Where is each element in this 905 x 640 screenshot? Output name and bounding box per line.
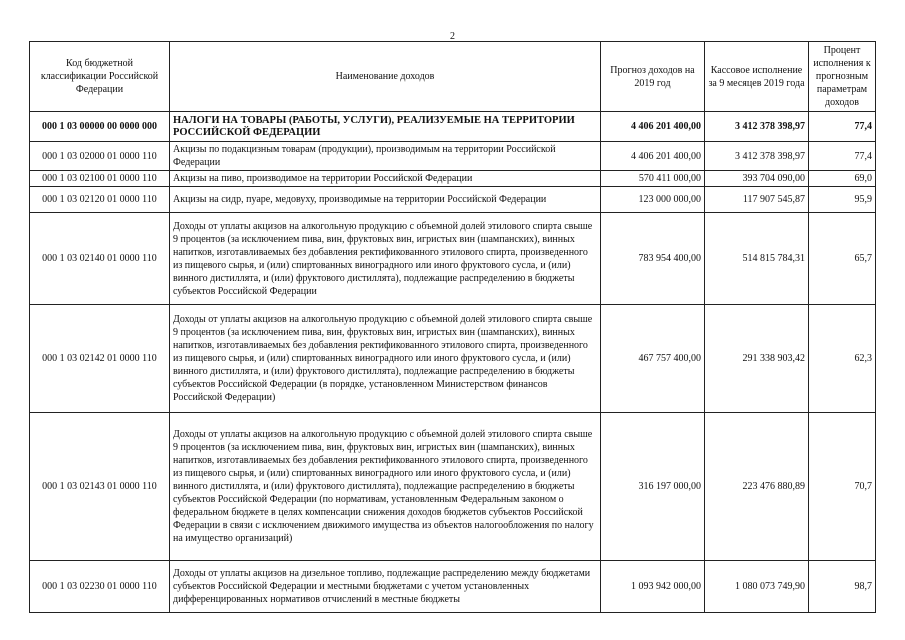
row-execution: 3 412 378 398,97 [705,112,809,142]
row-code: 000 1 03 02142 01 0000 110 [30,305,170,413]
row-code: 000 1 03 02143 01 0000 110 [30,413,170,561]
row-name: Акцизы на пиво, производимое на территории Российской Федерации [170,171,601,187]
row-percent: 65,7 [809,213,876,305]
row-forecast: 570 411 000,00 [601,171,705,187]
row-name: Доходы от уплаты акцизов на дизельное топливо, подлежащие распределению между бюджетами субъектов Российской Федерации и местными бюджетами с учетом установленных дифференцированных нормативов отчислений в местные бюджеты [170,561,601,613]
row-percent: 98,7 [809,561,876,613]
table-row [30,305,876,413]
table-row [30,213,876,305]
row-percent: 70,7 [809,413,876,561]
row-execution: 393 704 090,00 [705,171,809,187]
row-name: Доходы от уплаты акцизов на алкогольную продукцию с объемной долей этилового спирта свыше 9 процентов (за исключением пива, вин, фруктовых вин, игристых вин (шампанских), винных напитков, изготавливаемых без добавления ректификованного этилового спирта, произведенного из пищевого сырья, и (или) спиртованных виноградного или иного фруктового сусла, и (или) винного дистиллята, и (или) фруктового дистиллята), подлежащие распределению в бюджеты субъектов Российской Федерации [170,213,601,305]
row-percent: 69,0 [809,171,876,187]
row-forecast: 316 197 000,00 [601,413,705,561]
row-execution: 117 907 545,87 [705,187,809,213]
row-code: 000 1 03 02140 01 0000 110 [30,213,170,305]
table-row [30,112,876,142]
table-row [30,171,876,187]
header-code: Код бюджетной классификации Российской Федерации [30,42,170,112]
row-name: Акцизы на сидр, пуаре, медовуху, производимые на территории Российской Федерации [170,187,601,213]
row-code: 000 1 03 02000 01 0000 110 [30,142,170,171]
row-execution: 223 476 880,89 [705,413,809,561]
table-row [30,561,876,613]
row-execution: 1 080 073 749,90 [705,561,809,613]
header-name: Наименование доходов [170,42,601,112]
row-name: Доходы от уплаты акцизов на алкогольную продукцию с объемной долей этилового спирта свыше 9 процентов (за исключением пива, вин, фруктовых вин, игристых вин (шампанских), винных напитков, изготавливаемых без добавления ректификованного этилового спирта, произведенного из пищевого сырья, и (или) спиртованных виноградного или иного фруктового сусла, и (или) винного дистиллята, и (или) фруктового дистиллята), подлежащие распределению в бюджеты субъектов Российской Федерации (в порядке, установленном Министерством финансов Российской Федерации) [170,305,601,413]
header-execution: Кассовое исполнение за 9 месяцев 2019 года [705,42,809,112]
row-execution: 3 412 378 398,97 [705,142,809,171]
row-percent: 77,4 [809,112,876,142]
page-number: 2 [450,31,455,42]
table-header-row [30,42,876,112]
row-percent: 77,4 [809,142,876,171]
header-forecast: Прогноз доходов на 2019 год [601,42,705,112]
row-name: Акцизы по подакцизным товарам (продукции), производимым на территории Российской Федерации [170,142,601,171]
row-code: 000 1 03 02120 01 0000 110 [30,187,170,213]
row-forecast: 1 093 942 000,00 [601,561,705,613]
header-percent: Процент исполнения к прогнозным параметрам доходов [809,42,876,112]
row-name: НАЛОГИ НА ТОВАРЫ (РАБОТЫ, УСЛУГИ), РЕАЛИЗУЕМЫЕ НА ТЕРРИТОРИИ РОССИЙСКОЙ ФЕДЕРАЦИИ [170,112,601,142]
row-forecast: 783 954 400,00 [601,213,705,305]
revenue-table [29,41,876,613]
row-code: 000 1 03 02100 01 0000 110 [30,171,170,187]
row-percent: 95,9 [809,187,876,213]
row-forecast: 467 757 400,00 [601,305,705,413]
table-row [30,413,876,561]
row-name: Доходы от уплаты акцизов на алкогольную продукцию с объемной долей этилового спирта свыше 9 процентов (за исключением пива, вин, фруктовых вин, игристых вин (шампанских), винных напитков, изготавливаемых без добавления ректификованного этилового спирта, произведенного из пищевого сырья, и (или) спиртованных виноградного или иного фруктового сусла, и (или) винного дистиллята, и (или) фруктового дистиллята), подлежащие распределению в бюджеты субъектов Российской Федерации (по нормативам, установленным Федеральным законом о федеральном бюджете в целях компенсации снижения доходов бюджетов субъектов Российской Федерации в связи с исключением движимого имущества из объектов налогообложения по налогу на имущество организаций) [170,413,601,561]
table-row [30,187,876,213]
row-code: 000 1 03 00000 00 0000 000 [30,112,170,142]
row-percent: 62,3 [809,305,876,413]
row-execution: 291 338 903,42 [705,305,809,413]
table-row [30,142,876,171]
row-forecast: 4 406 201 400,00 [601,142,705,171]
row-code: 000 1 03 02230 01 0000 110 [30,561,170,613]
row-forecast: 123 000 000,00 [601,187,705,213]
row-execution: 514 815 784,31 [705,213,809,305]
row-forecast: 4 406 201 400,00 [601,112,705,142]
